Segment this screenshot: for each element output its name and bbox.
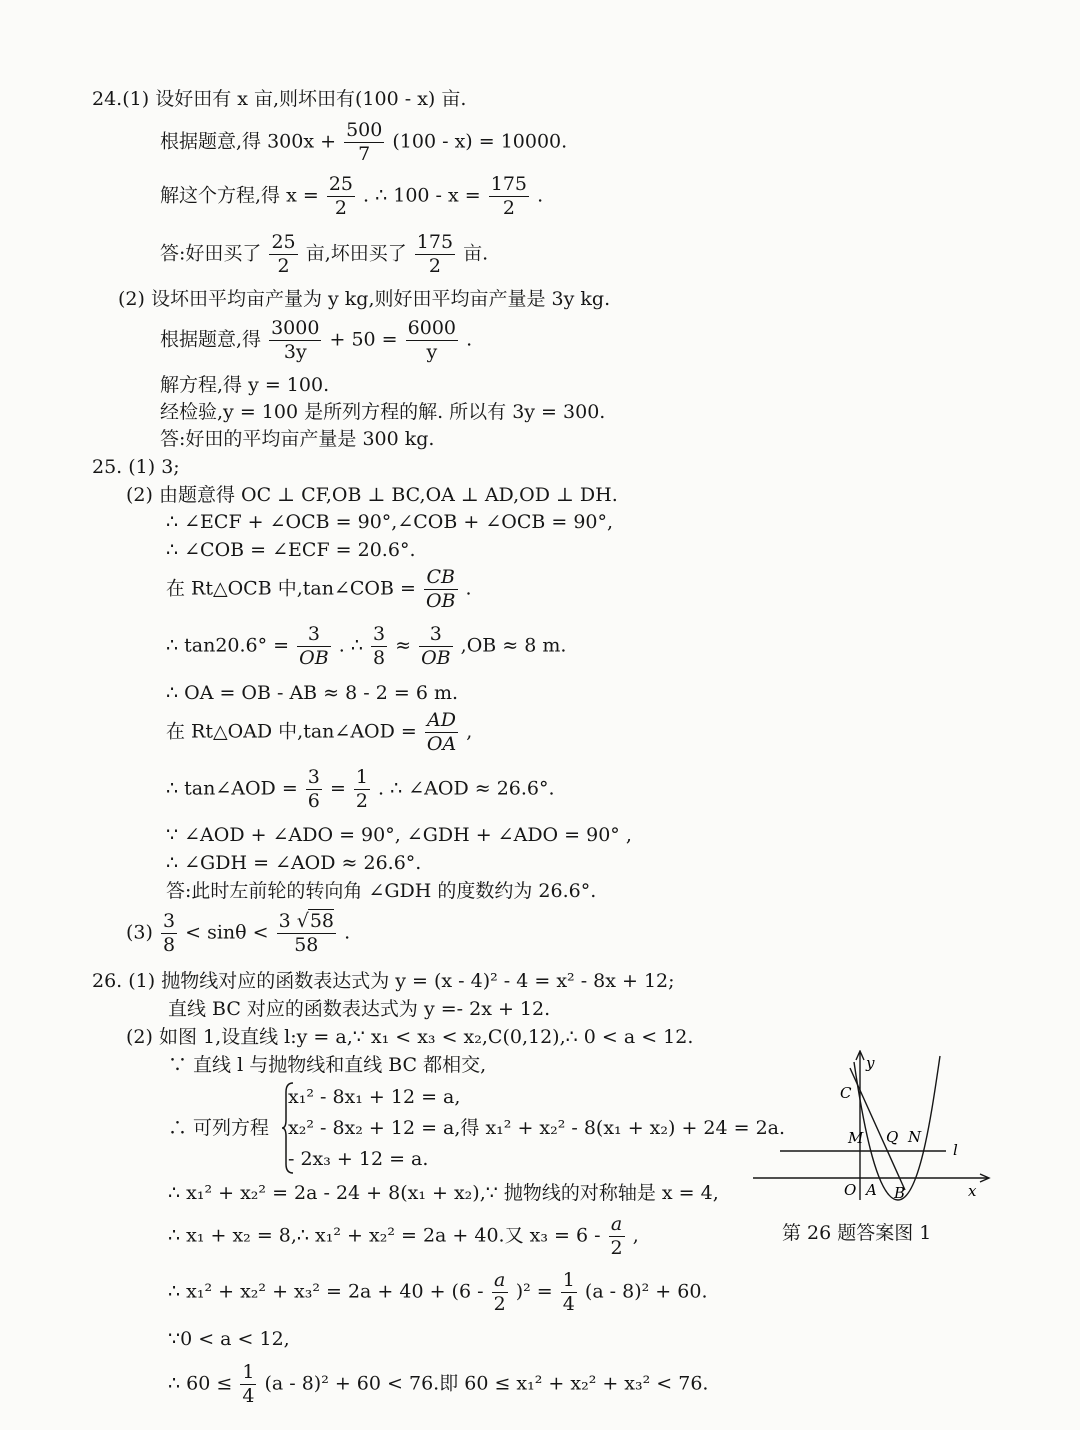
fraction: $\frac{25}{2}$ xyxy=(328,173,353,219)
label-x: x xyxy=(968,1182,977,1200)
fraction: $\frac{500}{7}$ xyxy=(346,119,383,165)
fraction: $\frac{a}{2}$ xyxy=(610,1213,623,1259)
q24-part1-line2: 根据题意,得 300x + $\frac{500}{7}$ (100 - x) = 10000. xyxy=(160,119,568,165)
q24-part2-line4: 经检验,y = 100 是所列方程的解. 所以有 3y = 300. xyxy=(160,401,606,423)
fraction: $\frac{3}{OB}$ xyxy=(421,623,451,669)
q26-line5: ∴ x₁² + x₂² = 2a - 24 + 8(x₁ + x₂),∵ 抛物线的对称轴是 x = 4, xyxy=(168,1182,719,1204)
q24-part2-label: (2) xyxy=(118,288,145,310)
q25-line11: 答:此时左前轮的转向角 ∠GDH 的度数约为 26.6°. xyxy=(166,880,597,902)
fraction: $\frac{3}{6}$ xyxy=(307,766,320,812)
q25-line2: ∴ ∠ECF + ∠OCB = 90°,∠COB + ∠OCB = 90°, xyxy=(166,511,614,533)
q24-part2-line1: (2) 设坏田平均亩产量为 y kg,则好田平均亩产量是 3y kg. xyxy=(118,288,611,310)
q26-line2: 直线 BC 对应的函数表达式为 y =- 2x + 12. xyxy=(168,998,551,1020)
q25-line6: ∴ OA = OB - AB ≈ 8 - 2 = 6 m. xyxy=(166,682,459,704)
q25-part3: (3) $\frac{3}{8}$ < sinθ < $\frac{3 √58}{58}$ . xyxy=(126,910,351,956)
q24-part2-line3: 解方程,得 y = 100. xyxy=(160,374,330,396)
q26-line9: ∴ 60 ≤ $\frac{1}{4}$ (a - 8)² + 60 < 76.即 60 ≤ x₁² + x₂² + x₃² < 76. xyxy=(168,1361,709,1407)
q24-text: 设好田有 x 亩,则坏田有(100 - x) 亩. xyxy=(155,88,467,110)
label-b: B xyxy=(894,1184,906,1202)
q25-part2-label: (2) xyxy=(126,484,153,506)
q25-line4: 在 Rt△OCB 中,tan∠COB = $\frac{CB}{OB}$ . xyxy=(166,566,472,612)
q26-part2-label: (2) xyxy=(126,1026,153,1048)
fraction: $\frac{3}{OB}$ xyxy=(299,623,329,669)
q25-line3: ∴ ∠COB = ∠ECF = 20.6°. xyxy=(166,539,416,561)
label-l: l xyxy=(953,1141,958,1159)
q26-line6: ∴ x₁ + x₂ = 8,∴ x₁² + x₂² = 2a + 40.又 x₃ = 6 - $\frac{a}{2}$ , xyxy=(168,1213,639,1259)
fraction: $\frac{3}{8}$ xyxy=(162,910,176,956)
q24-part2-line5: 答:好田的平均亩产量是 300 kg. xyxy=(160,428,435,450)
q26-part1-label: 26. (1) xyxy=(92,970,156,992)
fraction: $\frac{AD}{OA}$ xyxy=(426,709,457,755)
q24-part1-line4: 答:好田买了 $\frac{25}{2}$ 亩,坏田买了 $\frac{175}{2}$ 亩. xyxy=(160,231,489,277)
fraction: $\frac{1}{4}$ xyxy=(562,1269,575,1315)
system-eq1: x₁² - 8x₁ + 12 = a, xyxy=(288,1086,461,1108)
q25-line10: ∴ ∠GDH = ∠AOD ≈ 26.6°. xyxy=(166,852,422,874)
q26-line4: ∵ 直线 l 与抛物线和直线 BC 都相交, xyxy=(168,1054,487,1076)
label-c: C xyxy=(840,1084,852,1102)
fraction: $\frac{3 √58}{58}$ xyxy=(278,910,335,956)
fraction: $\frac{a}{2}$ xyxy=(493,1269,506,1315)
fraction: $\frac{1}{4}$ xyxy=(242,1361,255,1407)
fraction: $\frac{1}{2}$ xyxy=(355,766,368,812)
q24-part2-line2: 根据题意,得 $\frac{3000}{3y}$ + 50 = $\frac{6000}{y}$ . xyxy=(160,317,473,363)
label-o: O xyxy=(844,1181,857,1199)
q24-part1-line1 xyxy=(92,88,466,112)
q24-part1-line3: 解这个方程,得 x = $\frac{25}{2}$ . ∴ 100 - x = $\frac{175}{2}$ . xyxy=(160,173,544,219)
fraction: $\frac{6000}{y}$ xyxy=(407,317,457,363)
q26-line7: ∴ x₁² + x₂² + x₃² = 2a + 40 + (6 - $\frac{a}{2}$ )² = $\frac{1}{4}$ (a - 8)² + 60. xyxy=(168,1269,708,1315)
q25-part3-label: (3) xyxy=(126,921,153,944)
q25-part2-line1: (2) 由题意得 OC ⊥ CF,OB ⊥ BC,OA ⊥ AD,OD ⊥ DH. xyxy=(126,484,618,506)
q25-line5: ∴ tan20.6° = $\frac{3}{OB}$ . ∴ $\frac{3}{8}$ ≈ $\frac{3}{OB}$ ,OB ≈ 8 m. xyxy=(166,623,567,669)
system-eq3: - 2x₃ + 12 = a. xyxy=(288,1148,429,1170)
fraction: $\frac{3}{8}$ xyxy=(372,623,386,669)
q25-part1-label: 25. (1) xyxy=(92,456,156,478)
q25-line9: ∵ ∠AOD + ∠ADO = 90°, ∠GDH + ∠ADO = 90° , xyxy=(166,824,632,846)
q26-part2-line1: (2) 如图 1,设直线 l:y = a,∵ x₁ < x₃ < x₂,C(0,12),∴ 0 < a < 12. xyxy=(126,1026,694,1048)
q26-part1-line1: 26. (1) 抛物线对应的函数表达式为 y = (x - 4)² - 4 = x² - 8x + 12; xyxy=(92,970,675,992)
system-prefix: ∴ 可列方程 xyxy=(168,1117,270,1139)
label-m: M xyxy=(848,1129,864,1147)
q26-line8: ∵0 < a < 12, xyxy=(168,1328,290,1350)
fraction: $\frac{CB}{OB}$ xyxy=(425,566,456,612)
label-y: y xyxy=(866,1054,875,1072)
q25-line7: 在 Rt△OAD 中,tan∠AOD = $\frac{AD}{OA}$ , xyxy=(166,709,473,755)
fraction: $\frac{175}{2}$ xyxy=(490,173,528,219)
q24-part1-label: 24.(1) xyxy=(92,88,150,110)
fraction: $\frac{25}{2}$ xyxy=(271,231,296,277)
graph-figure xyxy=(748,1050,998,1210)
fraction: $\frac{175}{2}$ xyxy=(416,231,454,277)
label-a: A xyxy=(866,1181,877,1199)
system-eq2: x₂² - 8x₂ + 12 = a,得 x₁² + x₂² - 8(x₁ + x₂) + 24 = 2a. xyxy=(288,1117,786,1139)
q25-line8: ∴ tan∠AOD = $\frac{3}{6}$ = $\frac{1}{2}$ . ∴ ∠AOD ≈ 26.6°. xyxy=(166,766,555,812)
label-q: Q xyxy=(886,1128,899,1146)
fraction: $\frac{3000}{3y}$ xyxy=(271,317,320,363)
figure-caption: 第 26 题答案图 1 xyxy=(782,1222,932,1244)
label-n: N xyxy=(908,1128,922,1146)
q25-part1: 25. (1) 3; xyxy=(92,456,180,478)
